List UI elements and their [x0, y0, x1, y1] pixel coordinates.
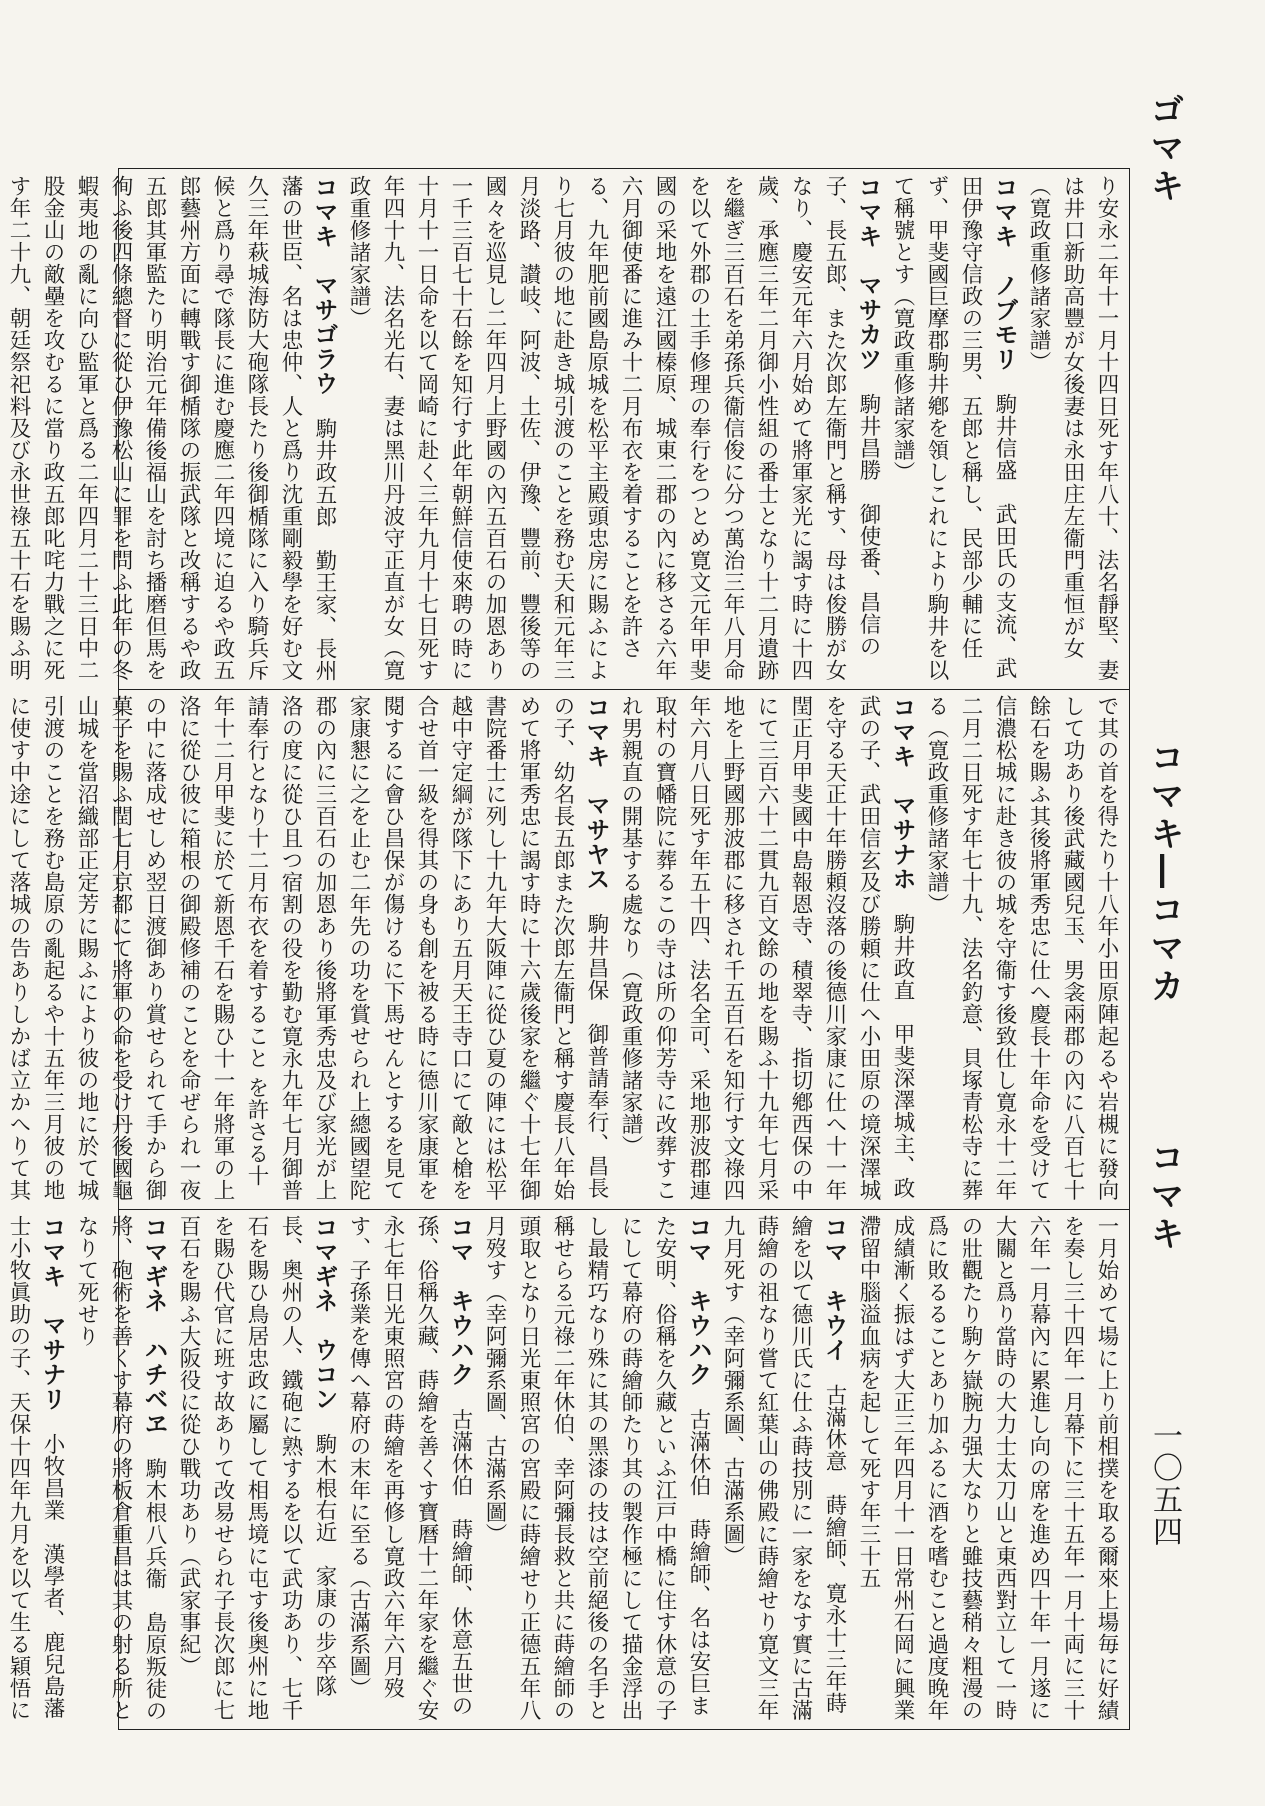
- entry: [0, 695, 613, 1203]
- entry-text: 古滿休伯 蒔繪師、名は安巨また安明、俗稱を久藏といふ江戸中橋に住す休意の子にして幕府の蒔繪師たり其の製作極にして描金浮出し最精巧なり殊に其の黑漆の技は空前絕後の名手と稱せらる元祿二年休伯、幸阿彌長救と共に蒔繪師の頭取となり日光東照宮の宮殿に蒔繪せり正德五年八月歿す（幸阿彌系圖、古滿系圖）: [482, 1215, 711, 1721]
- tier-lower: [6, 1215, 1123, 1723]
- entry-text: 駒井信盛 武田氏の支流、武田伊豫守信政の三男、五郎と稱し、民部少輔に任ず、甲斐國巨摩郡駒井鄕を領しこれにより駒井を以て稱號とす（寛政重修諸家譜）: [890, 175, 1017, 681]
- entry-text: 古滿休意 蒔繪師、寛永十三年蒔繪を以て德川氏に仕ふ蒔技別に一家をなす實に古滿蒔繪の祖なり嘗て紅葉山の佛殿に蒔繪せり寛文三年九月死す（幸阿彌系圖、古滿系圖）: [720, 1215, 847, 1721]
- entry: [341, 1215, 477, 1723]
- entry-heading: コマキ マサゴラウ: [310, 175, 339, 396]
- entry: [1021, 175, 1123, 683]
- entry: [885, 175, 1021, 683]
- entry-text: 古滿休伯 蒔繪師、休意五世の孫、俗稱久藏、蒔繪を善くす寶曆十二年家を繼ぐ安永七年日光東照宮の蒔繪を再修し寛政六年六月歿す、子孫業を傳へ幕府の末年に至る（古滿系圖）: [346, 1215, 473, 1721]
- entry: [0, 1215, 69, 1723]
- running-head-bottom: コマキ: [1144, 1140, 1184, 1254]
- page-frame: [6, 168, 1130, 1730]
- entry-text: 駒木根右近 家康の步卒隊長、奥州の人、鐵砲に熟するを以て武功あり、七千石を賜ひ鳥居忠政に屬して相馬境に屯す後奥州に地を賜ひ代官に班す故ありて改易せられ子長次郎に七百石を賜ふ大阪役に從ひ戰功あり（武家事紀）: [176, 1215, 337, 1721]
- tier-upper: [6, 175, 1123, 683]
- entry-heading: コマ キウハク: [684, 1215, 713, 1387]
- entry: [613, 695, 919, 1203]
- entry: [919, 695, 1123, 1203]
- entry: [0, 175, 341, 683]
- entry-text: 一月始めて場に上り前相撲を取る爾來上場毎に好績を奏し三十四年一月幕下に三十五年一月十両に三十六年一月幕內に累進し向の席を進め四十年一月遂に大關と爲り當時の大力士太刀山と東西對立して一時の壯觀たり駒ケ嶽腕力强大なりと雖技藝稍々粗漫の爲に敗るることあり加ふるに酒を嗜むこと過度晚年成績漸く振はず大正三年四月十一日常州石岡に興業滯留中腦溢血病を起して死す年三十五: [856, 1215, 1119, 1721]
- entry: [851, 1215, 1123, 1723]
- entry-heading: コマギネ ウコン: [310, 1215, 339, 1411]
- entry-text: 駒井政直 甲斐深澤城主、政武の子、武田信玄及び勝頼に仕へ小田原の境深澤城を守る天正十年勝頼沒落の後德川家康に仕へ十一年閏正月甲斐國中島報恩寺、積翠寺、指切鄕西保の中にて三百六十二貫九百文餘の地を賜ふ十九年七月采地を上野國那波郡に移され千五百石を知行す文祿四年六月八日死す年五十四、法名全可、采地那波郡連取村の寶幡院に葬るこの寺は所の仰芳寺に改葬すこれ男親直の開基する處なり（寛政重修諸家譜）: [618, 695, 915, 1201]
- running-head-top: ゴマキ: [1144, 92, 1184, 206]
- entry: [715, 1215, 851, 1723]
- page-number: 一〇五四: [1147, 1420, 1182, 1548]
- entry: [69, 1215, 171, 1723]
- entry-text: り安永二年十一月十四日死す年八十、法名靜堅、妻は井口新助高豐が女後妻は永田庄左衞門重恒が女（寛政重修諸家譜）: [1026, 175, 1119, 681]
- entry-heading: コマ キウハク: [446, 1215, 475, 1387]
- running-head-middle: コマキ―コマカ: [1144, 740, 1184, 1006]
- entry-heading: コマキ マサナリ: [38, 1215, 67, 1411]
- entry-text: 小牧昌業 漢學者、鹿兒島藩士小牧眞助の子、天保十四年九月を以て生る穎悟に: [6, 1215, 65, 1721]
- entry-text: 駒井昌保 御普請奉行、昌長の子、幼名長五郎また次郎左衞門と稱す慶長八年始めて將軍秀忠に謁す時に十六歲後家を繼ぐ十七年御書院番士に列し十九年大阪陣に從ひ夏の陣には松平越中守定綱が隊下にあり五月天王寺口にて敵と槍を合せ首一級を得其の身も創を被る時に德川家康軍を閱するに會ひ昌保が傷けるに下馬せんとするを見て家康懇に之を止む二年先の功を賞せられ上總國望陀郡の內に三百石の加恩あり後將軍秀忠及び家光が上洛の度に從ひ且つ宿割の役を勤む寛永九年七月御普請奉行となり十二月布衣を着すること を許さる十年十二月甲斐に於て新恩千石を賜ひ十一年將軍の上洛に從ひ彼に箱根の御殿修補のことを命ぜられ一夜の中に落成せしめ翌日渡御あり賞せられて手から御菓子を賜ふ閏七月京都にて將軍の命を受け丹後國龜山城を當沼織部正定芳に賜ふにより彼の地に於て城引渡のことを務む島原の亂起るや十五年三月彼の地に使す中途にして落城の告ありしかば立かへりて其: [6, 695, 609, 1201]
- entry-text: 駒井政五郎 勤王家、長州藩の世臣、名は忠仲、人と爲り沈重剛毅學を好む文久三年萩城海防大砲隊長たり後御楯隊に入り騎兵斥候と爲り尋で隊長に進む慶應二年四境に迫るや政五郎藝州方面に轉戰す御楯隊の振武隊と改稱するや政五郎其軍監たり明治元年備後福山を討ち播磨但馬を徇ふ後四條總督に從ひ伊豫松山に罪を問ふ此年の冬蝦夷地の亂に向ひ監軍と爲る二年四月二十三日中二股金山の敵壘を攻むるに當り政五郎叱咤力戰之に死す年二十九、朝廷祭祀料及び永世祿五十石を賜ふ明: [6, 175, 337, 682]
- entry: [477, 1215, 715, 1723]
- tier-middle: [6, 695, 1123, 1203]
- entry-heading: コマキ マサナホ: [888, 695, 917, 891]
- entry-text: で其の首を得たり十八年小田原陣起るや岩槻に發向して功あり後武藏國兒玉、男衾兩郡の內に八百七十餘石を賜ふ其後將軍秀忠に仕へ慶長十年命を受けて信濃松城に赴き彼の城を守衞す後致仕し寛永十二年二月二日死す年七十九、法名釣意、貝塚青松寺に葬る（寛政重修諸家譜）: [924, 695, 1119, 1201]
- entry-text: 駒木根八兵衞 島原叛徒の將、砲術を善くす幕府の將板倉重昌は其の射る所となりて死せり: [74, 1215, 167, 1722]
- entry-heading: コマキ マサカツ: [854, 175, 883, 371]
- entry-heading: コマキ ノブモリ: [990, 175, 1019, 371]
- entry-heading: コマギネ ハチベヱ: [140, 1215, 169, 1436]
- entry-heading: コマキ マサヤス: [582, 695, 611, 891]
- entry-text: 駒井昌勝 御使番、昌信の子、長五郎、また次郎左衞門と稱す、母は俊勝が女なり、慶安元年六月始めて將軍家光に謁す時に十四歲、承應三年二月御小性組の番士となり十二月遺跡を繼ぎ三百石を弟孫兵衞信俊に分つ萬治三年八月命を以て外郡の土手修理の奉行をつとめ寛文元年甲斐國の采地を遠江國榛原、城東二郡の內に移さる六年六月御使番に進み十二月布衣を着することを許さる、九年肥前國島原城を松平主殿頭忠房に賜ふにより七月彼の地に赴き城引渡のことを務む天和元年三月淡路、讃岐、阿波、土佐、伊豫、豐前、豐後等の國々を巡見し二年四月上野國の內五百石の加恩あり一千三百七十石餘を知行す此年朝鮮信使來聘の時に十月十一日命を以て岡崎に赴く三年九月十七日死す年四十九、法名光右、妻は黑川丹波守正直が女（寛政重修諸家譜）: [346, 175, 881, 681]
- tier-divider-1: [119, 689, 1129, 690]
- entry-heading: コマ キウイ: [820, 1215, 849, 1362]
- tier-divider-2: [119, 1209, 1129, 1210]
- entry: [341, 175, 885, 683]
- entry: [171, 1215, 341, 1723]
